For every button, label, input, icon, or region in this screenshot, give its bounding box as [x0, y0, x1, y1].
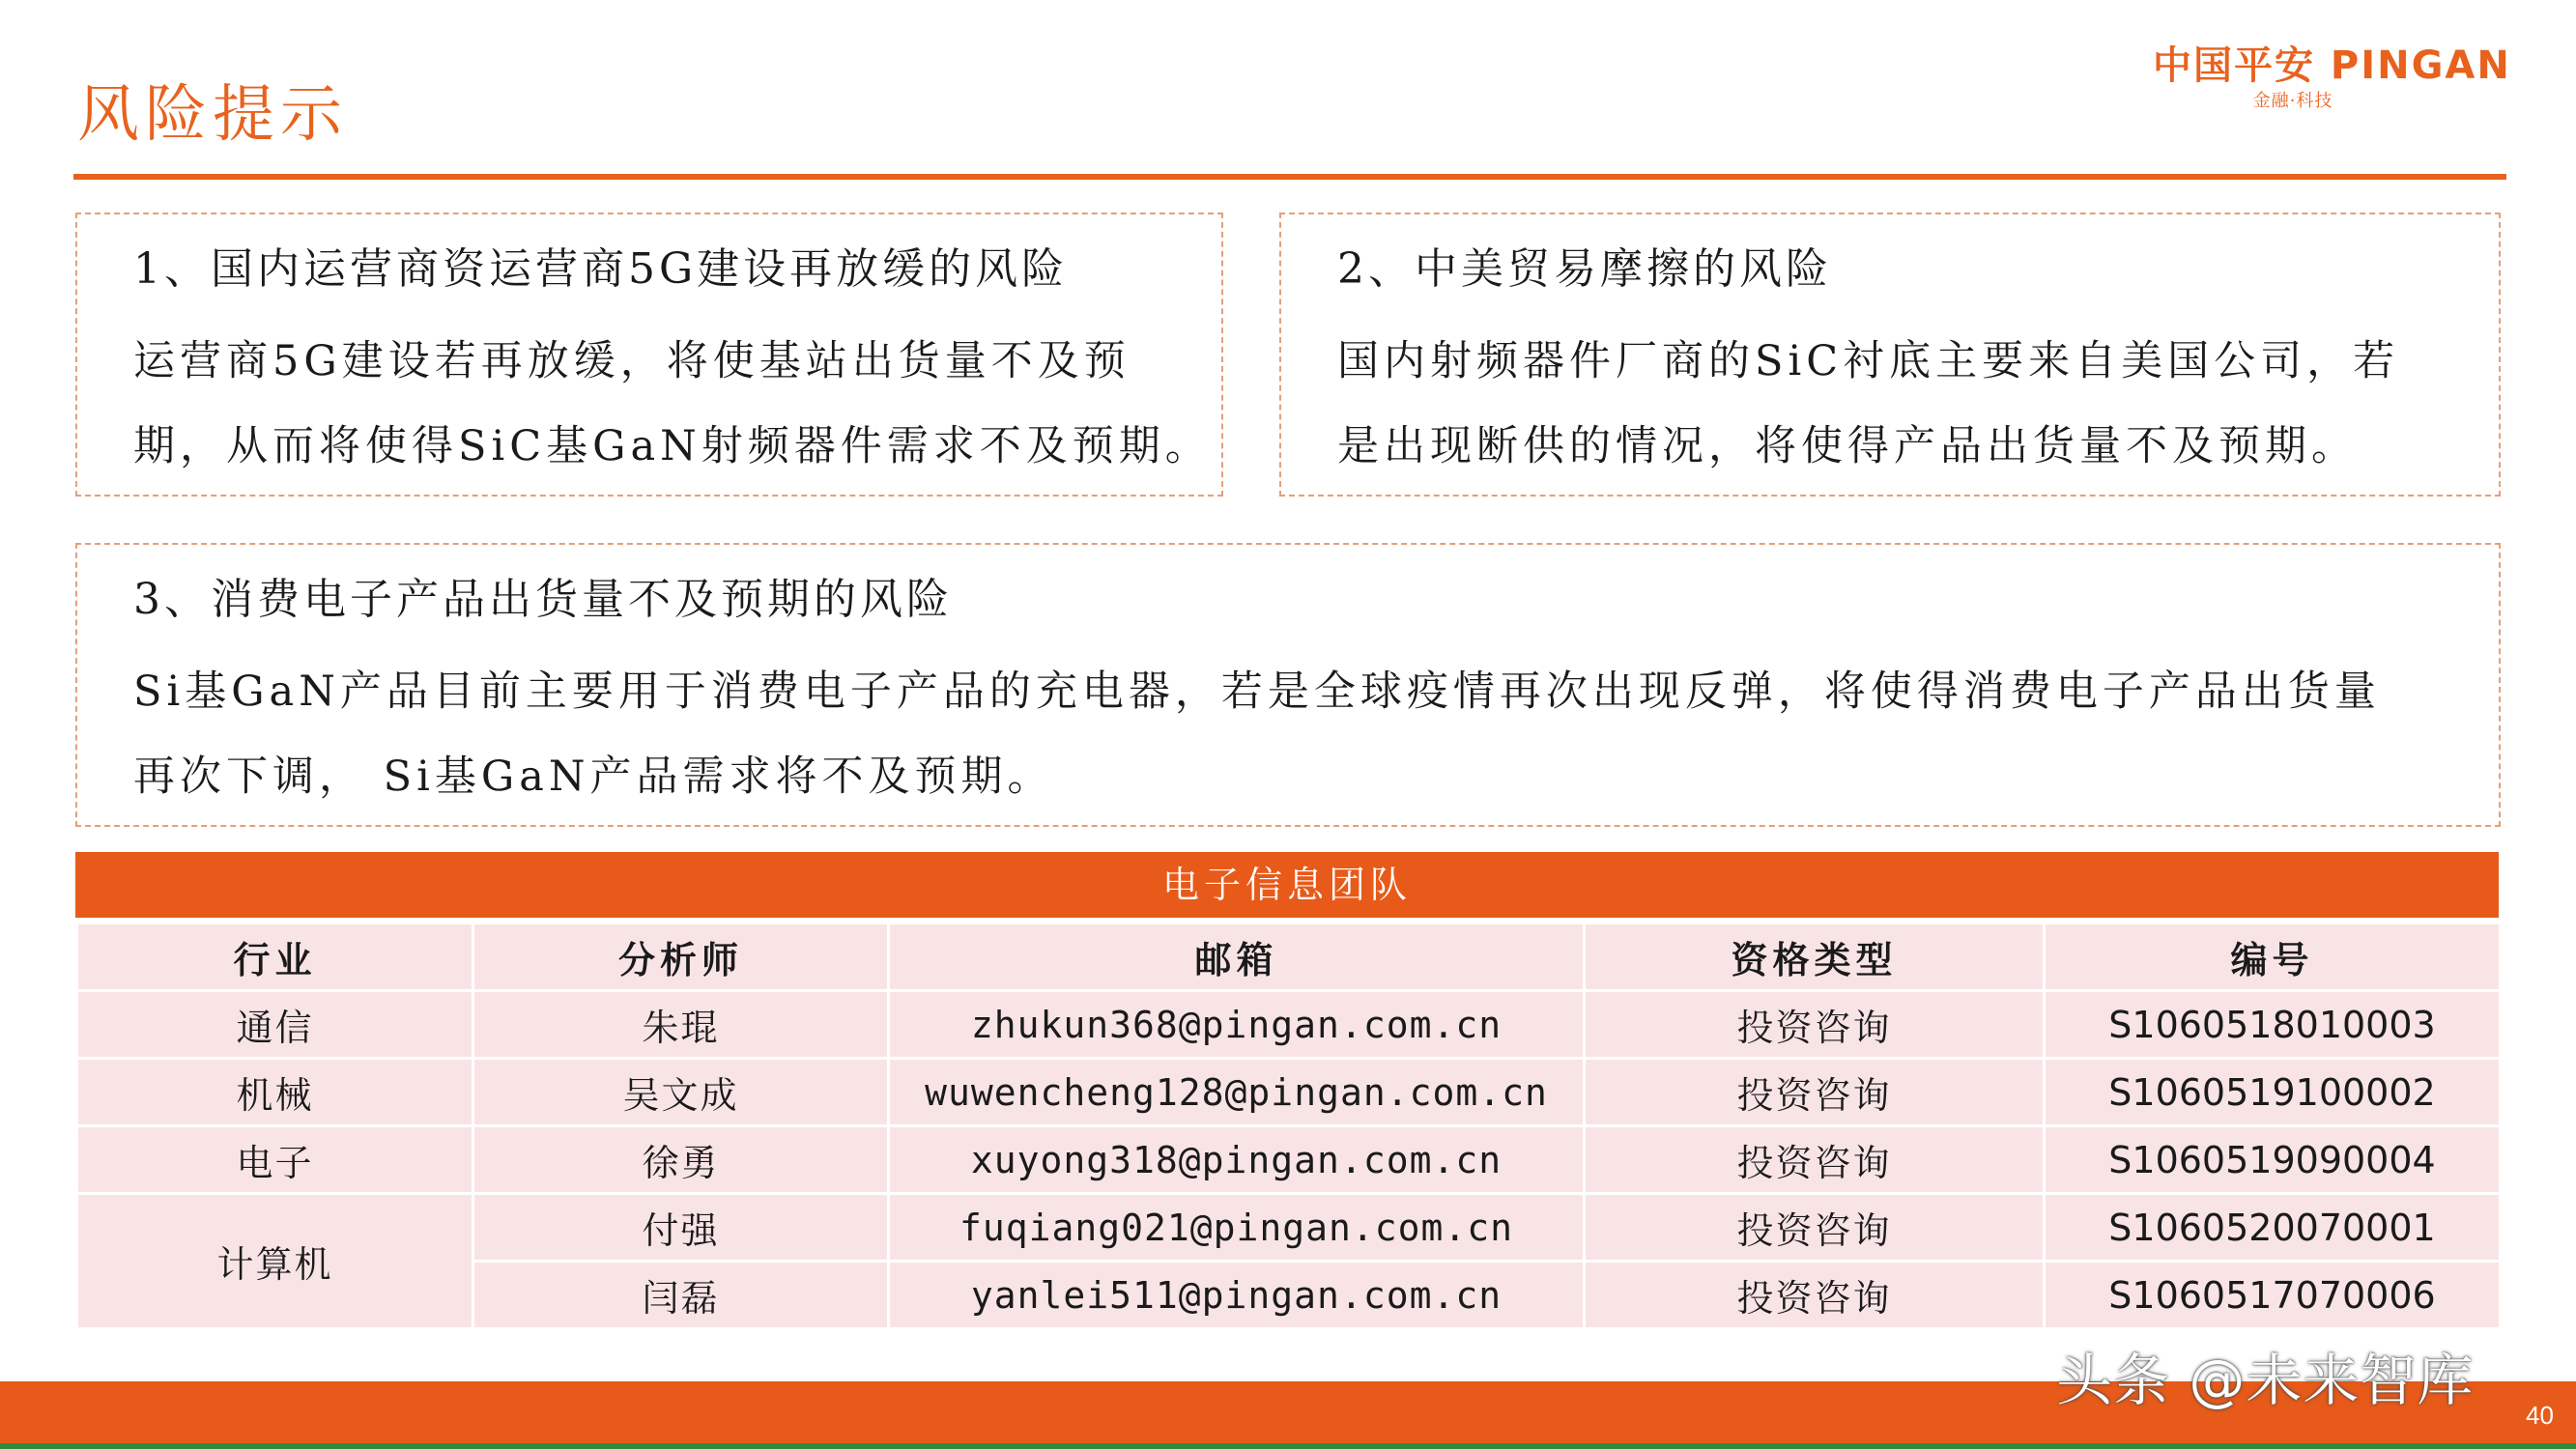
column-header: 行业 [77, 923, 473, 991]
column-header: 分析师 [473, 923, 889, 991]
industry-cell: 通信 [77, 991, 473, 1059]
table-row [77, 1059, 2501, 1126]
logo-tagline: 金融·科技 [2252, 91, 2333, 111]
email-cell: yanlei511@pingan.com.cn [889, 1262, 1585, 1329]
id-cell: S1060518010003 [2045, 991, 2501, 1059]
qualification-cell: 投资咨询 [1585, 1262, 2045, 1329]
page-number: 40 [2526, 1401, 2554, 1430]
team-table [75, 922, 2502, 1330]
analyst-cell: 付强 [473, 1194, 889, 1262]
risk-text-line: 是出现断供的情况，将使得产品出货量不及预期。 [1337, 422, 2358, 470]
qualification-cell: 投资咨询 [1585, 1194, 2045, 1262]
id-cell: S1060517070006 [2045, 1262, 2501, 1329]
column-header: 资格类型 [1585, 923, 2045, 991]
qualification-cell: 投资咨询 [1585, 1126, 2045, 1194]
email-cell: wuwencheng128@pingan.com.cn [889, 1059, 1585, 1126]
id-cell: S1060519090004 [2045, 1126, 2501, 1194]
risk-text-line: 期，从而将使得SiC基GaN射频器件需求不及预期。 [133, 422, 1212, 470]
title-divider [73, 174, 2506, 180]
risk-text-line: 再次下调， Si基GaN产品需求将不及预期。 [133, 753, 1054, 801]
id-cell: S1060520070001 [2045, 1194, 2501, 1262]
table-header-row [77, 923, 2501, 991]
footer-accent-stripe [0, 1443, 2576, 1449]
risk-heading: 2、中美贸易摩擦的风险 [1337, 244, 1832, 294]
qualification-cell: 投资咨询 [1585, 1059, 2045, 1126]
risk-text-line: 运营商5G建设若再放缓，将使基站出货量不及预 [133, 337, 1131, 385]
id-cell: S1060519100002 [2045, 1059, 2501, 1126]
risk-text-line: Si基GaN产品目前主要用于消费电子产品的充电器，若是全球疫情再次出现反弹，将使得消费电子产品出货量 [133, 668, 2381, 716]
analyst-cell: 闫磊 [473, 1262, 889, 1329]
industry-cell: 机械 [77, 1059, 473, 1126]
column-header: 编号 [2045, 923, 2501, 991]
industry-cell: 计算机 [77, 1194, 473, 1329]
qualification-cell: 投资咨询 [1585, 991, 2045, 1059]
risk-box-3 [75, 543, 2501, 827]
email-cell: fuqiang021@pingan.com.cn [889, 1194, 1585, 1262]
risk-text-line: 国内射频器件厂商的SiC衬底主要来自美国公司，若 [1337, 337, 2400, 385]
industry-cell: 电子 [77, 1126, 473, 1194]
team-table-title: 电子信息团队 [75, 852, 2499, 918]
risk-box-2 [1279, 213, 2501, 497]
table-row [77, 1126, 2501, 1194]
risk-box-1 [75, 213, 1223, 497]
analyst-cell: 徐勇 [473, 1126, 889, 1194]
email-cell: xuyong318@pingan.com.cn [889, 1126, 1585, 1194]
table-row [77, 991, 2501, 1059]
email-cell: zhukun368@pingan.com.cn [889, 991, 1585, 1059]
logo-wordmark: 中国平安 PINGAN [2153, 43, 2511, 88]
risk-heading: 3、消费电子产品出货量不及预期的风险 [133, 575, 953, 624]
page-title: 风险提示 [77, 79, 348, 151]
watermark: 头条 @未来智库 [2056, 1348, 2475, 1413]
risk-heading: 1、国内运营商资运营商5G建设再放缓的风险 [133, 244, 1069, 294]
analyst-cell: 朱琨 [473, 991, 889, 1059]
table-row [77, 1194, 2501, 1262]
column-header: 邮箱 [889, 923, 1585, 991]
pingan-logo [2143, 35, 2549, 112]
analyst-cell: 吴文成 [473, 1059, 889, 1126]
